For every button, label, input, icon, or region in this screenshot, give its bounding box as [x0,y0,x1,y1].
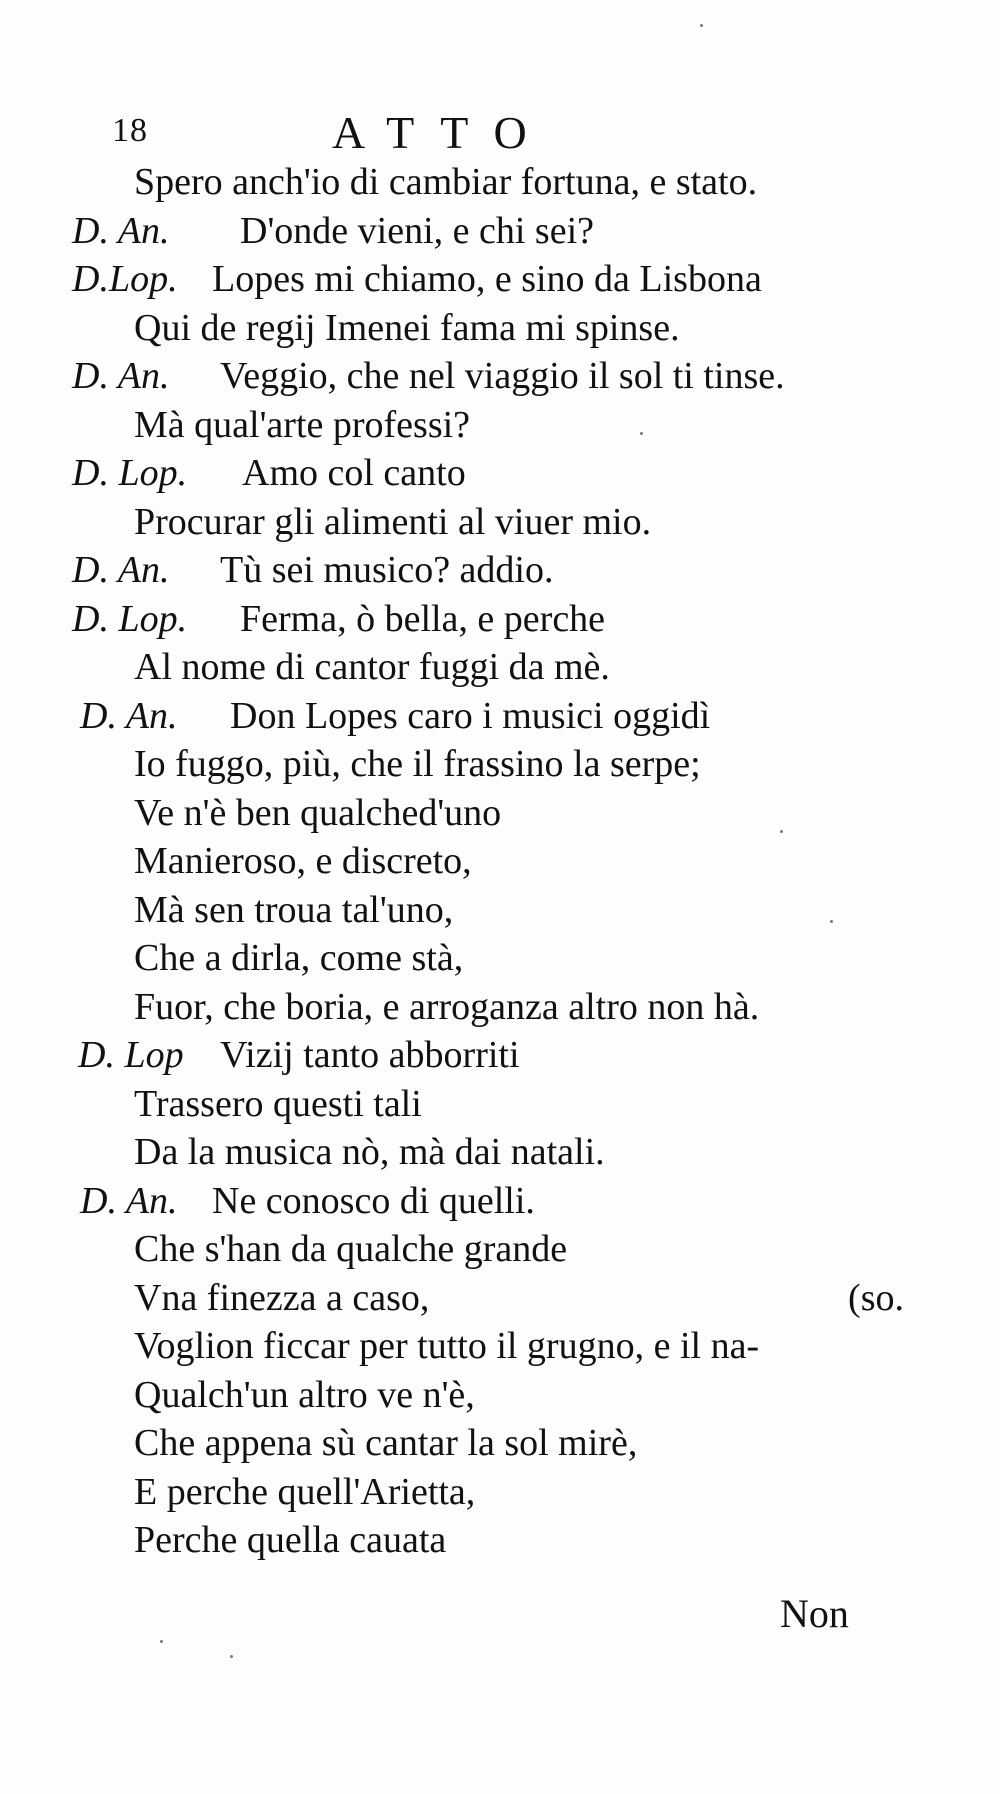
ink-speck [160,1640,163,1643]
verse-line [72,934,932,983]
speaker-label: D. Lop [78,1034,184,1076]
verse-line [72,1128,932,1177]
verse-line [72,789,932,838]
ink-speck [780,830,783,833]
verse-line [72,1322,932,1371]
speaker-label: D. An. [80,694,178,737]
verse-line [72,304,932,353]
verse-text: Io fuggo, più, che il frassino la serpe; [134,743,701,785]
speaker-label: D. Lop. [72,597,188,640]
verse-text: Trassero questi tali [134,1082,422,1125]
verse-text: Vna finezza a caso, [134,1276,430,1319]
ink-speck [830,920,833,923]
verse-text: Mà qual'arte professi? [134,403,471,446]
verse-text: Voglion ficcar per tutto il grugno, e il na- [134,1325,760,1367]
verse-text: Don Lopes caro i musici oggidì [230,694,711,737]
verse-line [72,401,932,450]
catchword: Non [780,1591,849,1636]
verse-text: Qui de regij Imenei fama mi spinse. [134,306,680,349]
verse-line [72,692,932,741]
speaker-label: D. An. [72,549,170,591]
verse-text: Mà sen troua tal'uno, [134,888,454,931]
verse-text: Perche quella cauata [134,1519,447,1561]
verse-text: E perche quell'Arietta, [134,1470,476,1513]
turnover-text: (so. [848,1276,904,1319]
verse-text: Spero anch'io di cambiar fortuna, e stato. [134,161,758,203]
dialogue-text [72,158,932,1565]
verse-line [72,1225,932,1274]
verse-text: Lopes mi chiamo, e sino da Lisbona [212,258,762,300]
verse-text: Che appena sù cantar la sol mirè, [134,1422,638,1464]
verse-text: Qualch'un altro ve n'è, [134,1373,475,1416]
verse-line [72,1031,932,1080]
verse-line [72,1371,932,1420]
verse-line [72,1274,932,1323]
verse-text: Ferma, ò bella, e perche [240,597,606,640]
verse-text: Ve n'è ben qualched'uno [134,791,502,834]
verse-text: Fuor, che boria, e arroganza altro non hà. [134,985,760,1028]
verse-text: Procurar gli alimenti al viuer mio. [134,500,652,543]
verse-line [72,352,932,401]
verse-line [72,1419,932,1468]
verse-line [72,740,932,789]
verse-line [72,1080,932,1129]
verse-text: Che s'han da qualche grande [134,1228,568,1270]
verse-line [72,255,932,304]
speaker-label: D. Lop. [72,452,188,494]
speaker-label: D.Lop. [72,258,178,300]
verse-line [72,498,932,547]
verse-line [72,1177,932,1226]
verse-text: Amo col canto [242,452,466,494]
ink-speck [700,24,703,27]
verse-line [72,546,932,595]
page-header [112,100,672,160]
verse-line [72,1516,932,1565]
verse-line [72,158,932,207]
verse-text: D'onde vieni, e chi sei? [240,209,595,252]
verse-line [72,1468,932,1517]
verse-text: Vizij tanto abborriti [220,1034,520,1076]
verse-line [72,837,932,886]
ink-speck [640,432,643,435]
ink-speck [230,1655,233,1658]
verse-text: Tù sei musico? addio. [220,549,554,591]
page-number: 18 [112,112,148,149]
verse-text: Che a dirla, come stà, [134,937,464,979]
running-head: ATTO [332,107,553,158]
verse-line [72,983,932,1032]
verse-line [72,207,932,256]
verse-text: Veggio, che nel viaggio il sol ti tinse. [220,355,785,397]
verse-line [72,643,932,692]
speaker-label: D. An. [72,209,170,252]
verse-text: Manieroso, e discreto, [134,840,472,882]
speaker-label: D. An. [72,355,170,397]
speaker-label: D. An. [80,1179,178,1222]
verse-line [72,886,932,935]
verse-text: Ne conosco di quelli. [212,1179,535,1222]
verse-line [72,449,932,498]
verse-text: Al nome di cantor fuggi da mè. [134,646,610,688]
verse-text: Da la musica nò, mà dai natali. [134,1131,605,1173]
verse-line [72,595,932,644]
